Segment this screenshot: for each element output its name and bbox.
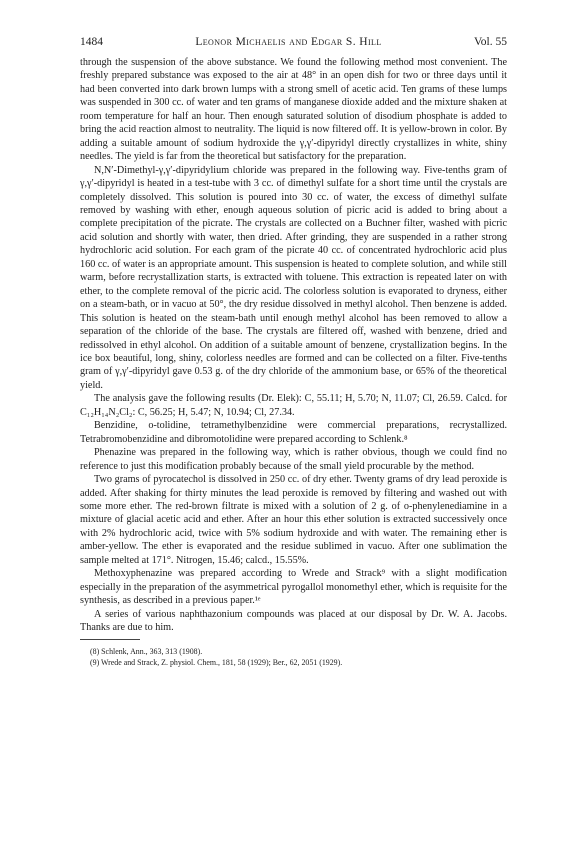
body-text (80, 56, 507, 634)
paragraph: The analysis gave the following results (Dr. Elek): C, 55.11; H, 5.70; N, 11.07; Cl, 26.59. Calcd. for C₁₂H₁₄N₂Cl₂: C, 56.25; H, 5.47; N, 10.94; Cl, 27.34. (80, 393, 507, 418)
volume-label: Vol. 55 (473, 36, 507, 48)
paragraph: through the suspension of the above substance. We found the following method most convenient. The freshly prepared substance was exposed to the air at 48° in an open dish for two or three days until it had been converted into dark brown lumps with a strong smell of acetic acid. Ten grams of these lumps was suspended in 300 cc. of water and ten grams of manganese dioxide added and the mixture shaken at room temperature for half an hour. Then enough saturated solution of disodium phosphate is added to bring the acid reaction almost to neutrality. The liquid is now filtered off. It is yellow-brown in color. By adding a suitable amount of sodium hydroxide the γ,γ′-dipyridyl directly crystallizes in white, shiny needles. The yield is far from the theoretical but satisfactory for the preparation. (80, 57, 507, 163)
footnote: (9) Wrede and Strack, Z. physiol. Chem., 181, 58 (1929); Ber., 62, 2051 (1929). (90, 658, 343, 668)
running-header (80, 36, 507, 48)
footnote: (8) Schlenk, Ann., 363, 313 (1908). (90, 647, 203, 657)
paragraph: Phenazine was prepared in the following way, which is rather obvious, though we could find no reference to just this modification probably because of the small yield procurable by the method. (80, 447, 507, 472)
paragraph: Two grams of pyrocatechol is dissolved in 250 cc. of dry ether. Twenty grams of dry lead peroxide is added. After shaking for thirty minutes the lead peroxide is removed by filtering and washed out with some more ether. The red-brown filtrate is mixed with a solution of 2 g. of o-phenylenediamine in a mixture of glacial acetic acid and ether. After an hour this ether solution is extracted successively once with 2% hydrochloric acid, twice with 5% sodium hydroxide and with water. The remaining ether is amber-yellow. The ether is evaporated and the residue sublimed in vacuo. After one sublimation the sample melted at 171°. Nitrogen, 15.46; calcd., 15.55%. (80, 474, 507, 566)
running-title: Leonor Michaelis and Edgar S. Hill (195, 36, 382, 48)
paragraph: A series of various naphthazonium compounds was placed at our disposal by Dr. W. A. Jacobs. Thanks are due to him. (80, 608, 507, 634)
footnote-rule (80, 639, 140, 642)
paragraph: N,N′-Dimethyl-γ,γ′-dipyridylium chloride was prepared in the following way. Five-tenths gram of γ,γ′-dipyridyl is heated in a test-tube with 3 cc. of dimethyl sulfate for a short time until the crystals are completely dissolved. This solution is poured into 30 cc. of water, the excess of dimethyl sulfate removed by washing with ether, enough aqueous solution of picric acid is added to bring about a complete precipitation of the picrate. The crystals are collected on a Buchner filter, washed with picric acid solution and shortly with water, then dried. After grinding, they are suspended in a rather strong hydrochloric acid solution. For each gram of the picrate 40 cc. of concentrated hydrochloric acid plus 160 cc. of water is an appropriate amount. This suspension is heated to complete solution, and while still warm, before recrystallization starts, is extracted with toluene. This extraction is repeated later on with ether, to the complete removal of the picric acid. The colorless solution is evaporated to dryness, either on a steam-bath, or in vacuo at 50°, the dry residue dissolved in methyl alcohol. Then benzene is added. This solution is heated on the steam-bath until enough methyl alcohol has been removed to allow a separation of the chloride of the base. The crystals are filtered off, washed with benzene, dried and redissolved in ethyl alcohol. On addition of a suitable amount of benzene, crystallization begins. In the ice box beautiful, long, shiny, colorless needles are formed and can be collected on a filter. Five-tenths gram of γ,γ′-dipyridyl gave 0.53 g. of the dry chloride of the ammonium base, or 65% of the theoretical yield. (80, 164, 507, 391)
page-number: 1484 (80, 36, 103, 48)
footnotes (80, 646, 507, 668)
paragraph: Methoxyphenazine was prepared according to Wrede and Strack⁹ with a slight modification especially in the preparation of the asymmetrical pyrogallol monomethyl ether, which is requisite for the synthesis, as described in a previous paper.¹ᵉ (80, 568, 507, 607)
paragraph: Benzidine, o-tolidine, tetramethylbenzidine were commercial preparations, recrystallized. Tetrabromobenzidine and dibromotolidine were prepared according to Schlenk.⁸ (80, 420, 507, 445)
